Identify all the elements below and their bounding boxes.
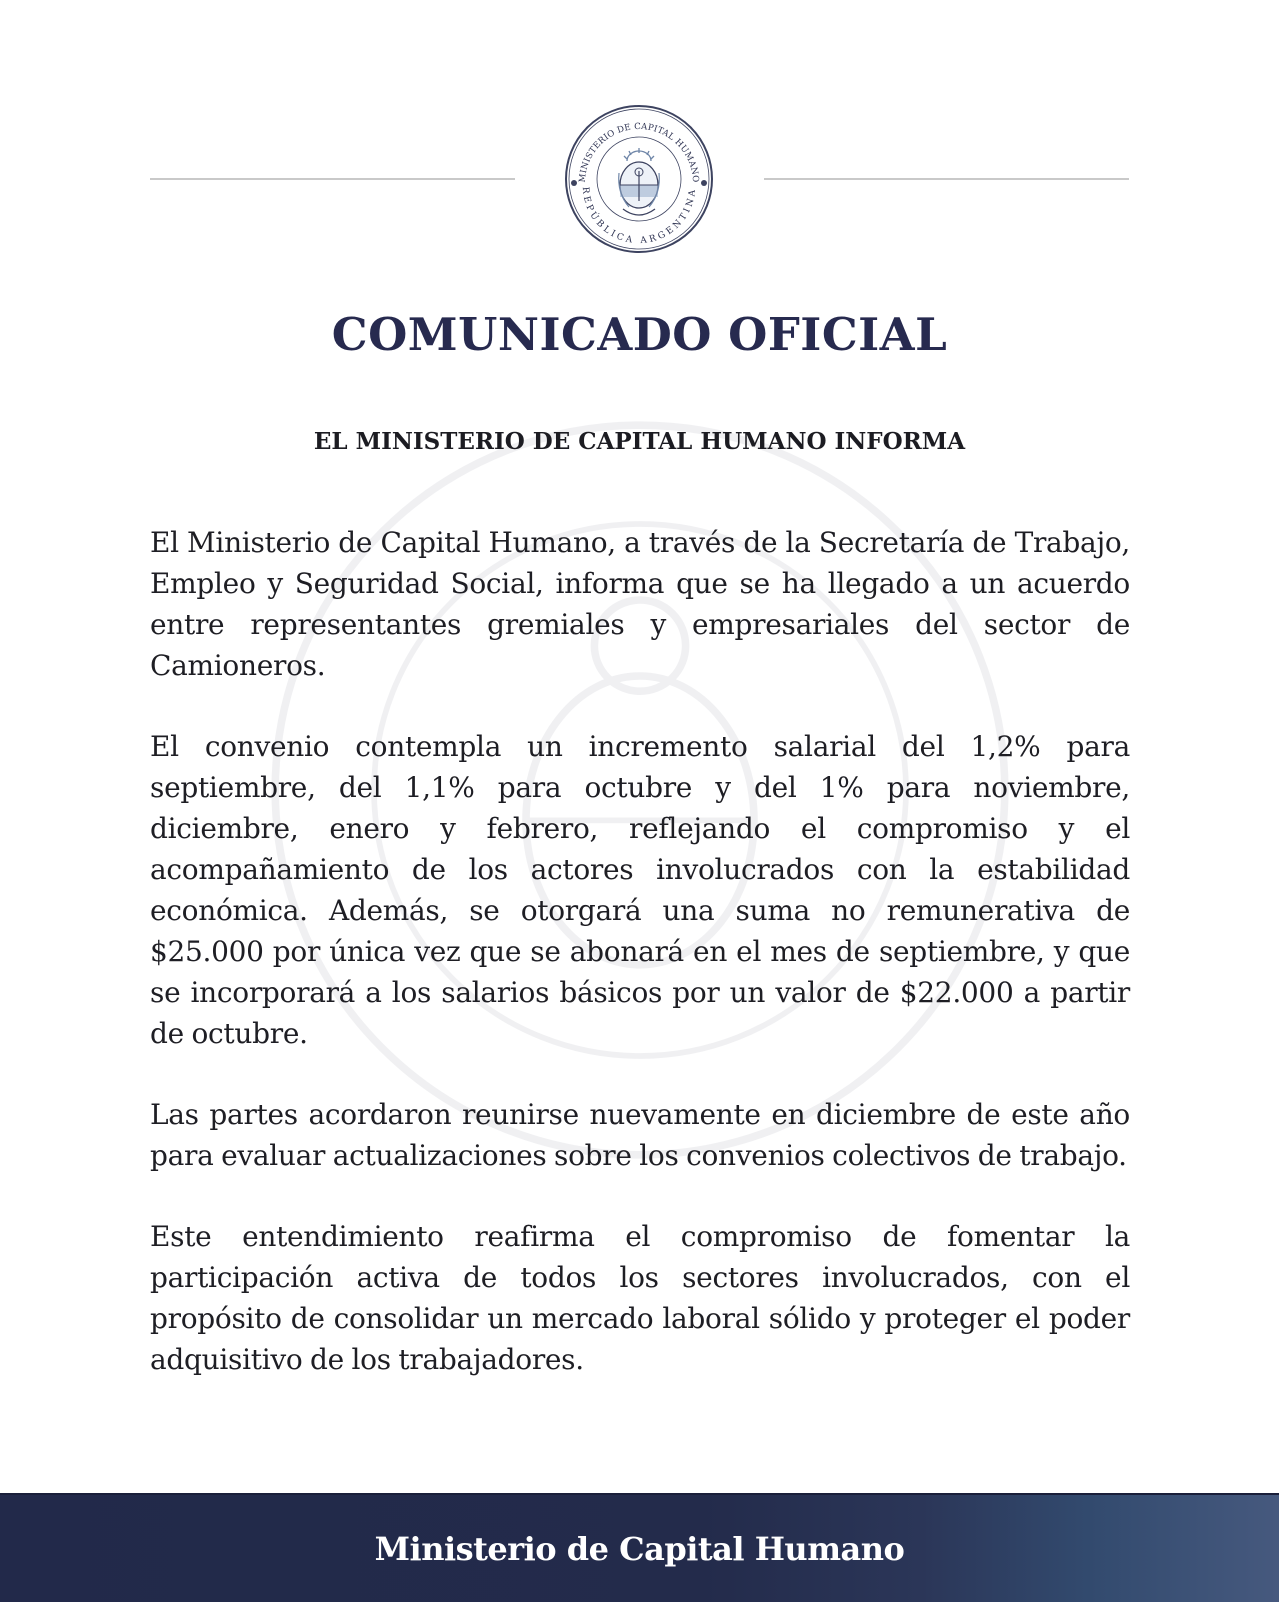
svg-text:MINISTERIO DE CAPITAL HUMANO: MINISTERIO DE CAPITAL HUMANO: [577, 121, 701, 183]
footer-ministry-name: Ministerio de Capital Humano: [374, 1529, 905, 1568]
ministry-seal-icon: [563, 103, 715, 255]
paragraph-agreement: El Ministerio de Capital Humano, a través de la Secretaría de Trabajo, Empleo y Seguridad Social, informa que se ha llegado a un acuerdo entre representantes gremiales y empresariales del sector de Camioneros.: [150, 526, 1130, 682]
header-rule-right: [764, 178, 1129, 180]
header-rule-left: [150, 178, 515, 180]
svg-text:REPÚBLICA ARGENTINA: REPÚBLICA ARGENTINA: [579, 186, 699, 247]
paragraph-commitment: Este entendimiento reafirma el compromiso de fomentar la participación activa de todos los sectores involucrados, con el propósito de consolidar un mercado laboral sólido y proteger el poder adquisitivo de los trabajadores.: [150, 1220, 1130, 1376]
paragraph-next-meeting: Las partes acordaron reunirse nuevamente en diciembre de este año para evaluar actualizaciones sobre los convenios colectivos de trabajo.: [150, 1098, 1130, 1172]
page-title: COMUNICADO OFICIAL: [331, 308, 948, 361]
paragraph-salary-terms: El convenio contempla un incremento salarial del 1,2% para septiembre, del 1,1% para octubre y del 1% para noviembre, diciembre, enero y febrero, reflejando el compromiso y el acompañamiento de los actores involucrados con la estabilidad económica. Además, se otorgará una suma no remunerativa de $25.000 por única vez que se abonará en el mes de septiembre, y que se incorporará a los salarios básicos por un valor de $22.000 a partir de octubre.: [150, 730, 1130, 1050]
page-subtitle: EL MINISTERIO DE CAPITAL HUMANO INFORMA: [313, 428, 966, 455]
footer-banner: [0, 1493, 1279, 1602]
communique-body: [150, 522, 1130, 1420]
